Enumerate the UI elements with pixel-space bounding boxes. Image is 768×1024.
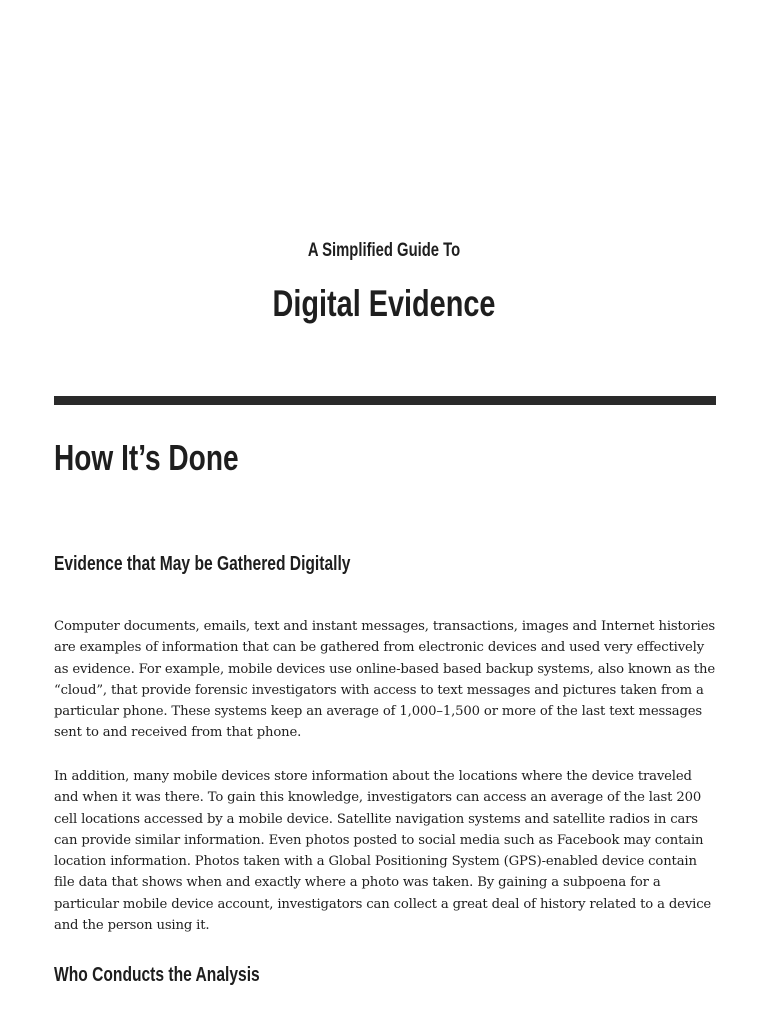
section-divider	[54, 396, 716, 405]
document-title: Digital Evidence	[272, 283, 496, 324]
guide-kicker: A Simplified Guide To	[307, 240, 461, 261]
body-paragraph: Computer documents, emails, text and instant messages, transactions, images and Internet histories are examples of information that can be gathered from electronic devices and used very effectively as evidence. For example, mobile devices use online-based based backup systems, also known as the “cloud”, that provide forensic investigators with access to text messages and pictures taken from a particular phone. These systems keep an average of 1,000–1,500 or more of the last text messages sent to and received from that phone.	[54, 619, 716, 741]
subsection-heading-evidence: Evidence that May be Gathered Digitally	[54, 553, 351, 575]
section-heading: How It’s Done	[54, 437, 239, 478]
body-paragraph: In addition, many mobile devices store information about the locations where the device traveled and when it was there. To gain this knowledge, investigators can access an average of the last 200 cell locations accessed by a mobile device. Satellite navigation systems and satellite radios in cars can provide similar information. Even photos posted to social media such as Facebook may contain location information. Photos taken with a Global Positioning System (GPS)-enabled device contain file data that shows when and exactly where a photo was taken. By gaining a subpoena for a particular mobile device account, investigators can collect a great deal of history related to a device and the person using it.	[54, 769, 712, 934]
subsection-heading-analysis: Who Conducts the Analysis	[54, 964, 260, 986]
